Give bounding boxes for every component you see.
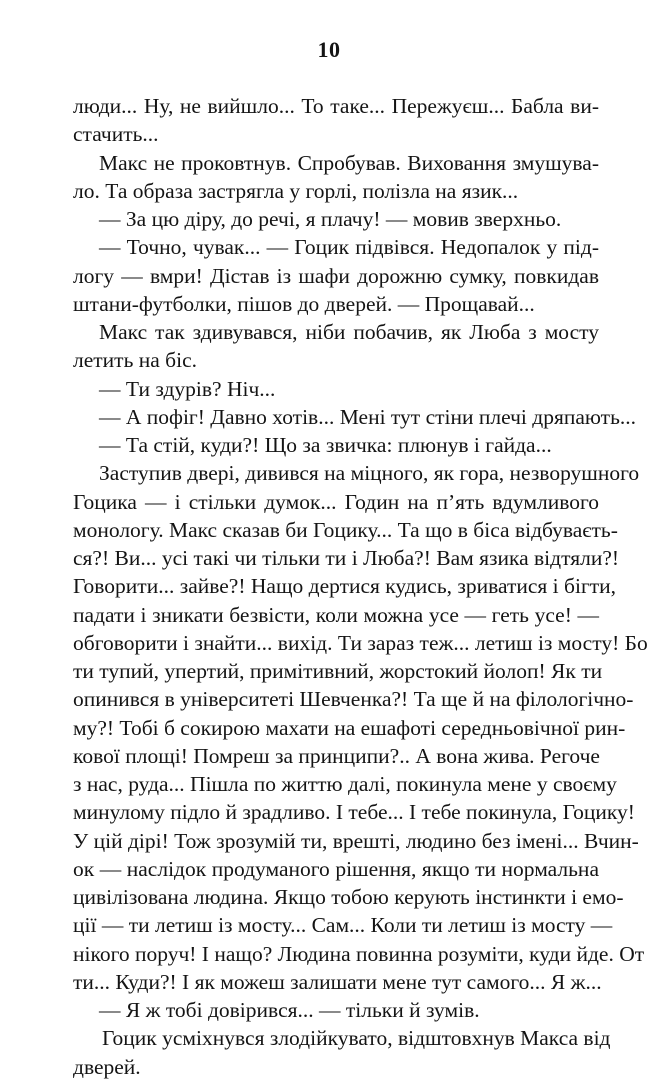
text-line: обговорити і знайти... вихід. Ти зараз теж... летиш із мосту! Бо bbox=[73, 630, 648, 655]
text-line: — За цю діру, до речі, я плачу! — мовив зверхньо. bbox=[99, 207, 562, 231]
text-line: ло. Та образа застрягла у горлі, полізла на язик... bbox=[73, 178, 519, 203]
text-line: ся?! Ви... усі такі чи тільки ти і Люба?! Вам язика відтяли?! bbox=[73, 546, 620, 570]
text-line: логу — вмри! Дістав із шафи дорожню сумку, повкидав bbox=[73, 263, 599, 288]
text-line: монологу. Макс сказав би Гоцику... Та що в біса відбуваєть- bbox=[73, 517, 618, 542]
text-line: штани-футболки, пішов до дверей. — Прощавай... bbox=[73, 291, 535, 316]
text-line: — Я ж тобі довірився... — тільки й зумів. bbox=[99, 998, 480, 1022]
text-line: стачить... bbox=[73, 122, 159, 147]
text-line: — Точно, чувак... — Гоцик підвівся. Недопалок у під- bbox=[99, 235, 599, 260]
text-line: Заступив двері, дивився на міцного, як гора, незворушного bbox=[99, 461, 640, 486]
text-line: дверей. bbox=[73, 1054, 141, 1079]
body-text bbox=[73, 92, 648, 1081]
text-line: Макс так здивувався, ніби побачив, як Люба з мосту bbox=[99, 320, 599, 344]
text-line: — Ти здурів? Ніч... bbox=[99, 376, 276, 401]
text-line: У цій дірі! Тож зрозумій ти, врешті, людино без імені... Вчин- bbox=[73, 828, 639, 853]
text-line: кової площі! Помреш за принципи?.. А вона жива. Регоче bbox=[73, 743, 600, 768]
text-line: з нас, руда... Пішла по життю далі, покинула мене у своєму bbox=[73, 772, 617, 796]
text-line: летить на біс. bbox=[73, 348, 198, 373]
text-line: Говорити... зайве?! Нащо дертися кудись, зриватися і бігти, bbox=[73, 574, 617, 599]
text-line: опинився в університеті Шевченка?! Та ще й на філологічно- bbox=[73, 687, 634, 712]
text-line: му?! Тобі б сокирою махати на ешафоті середньовічної рин- bbox=[73, 715, 626, 740]
text-line: люди... Ну, не вийшло... То таке... Пережуєш... Бабла ви- bbox=[73, 94, 599, 118]
page-number: 10 bbox=[317, 37, 341, 62]
text-line: падати і зникати безвісти, коли можна усе — геть усе! — bbox=[73, 602, 599, 627]
text-line: — А пофіг! Давно хотів... Мені тут стіни плечі дряпають... bbox=[99, 404, 636, 429]
text-line: ти тупий, упертий, примітивний, жорстокий йолоп! Як ти bbox=[73, 659, 603, 683]
text-line: цивілізована людина. Якщо тобою керують інстинкти і емо- bbox=[73, 885, 624, 909]
text-line: минулому підло й зрадливо. І тебе... І тебе покинула, Гоцику! bbox=[73, 800, 635, 825]
text-line: — Та стій, куди?! Що за звичка: плюнув і гайда... bbox=[99, 433, 552, 457]
text-line: Гоцика — і стільки думок... Годин на п’ять вдумливого bbox=[73, 489, 599, 514]
text-line: ції — ти летиш із мосту... Сам... Коли ти летиш із мосту — bbox=[73, 913, 613, 938]
text-line: Макс не проковтнув. Спробував. Виховання змушува- bbox=[99, 150, 599, 175]
text-line: ок — наслідок продуманого рішення, якщо ти нормальна bbox=[73, 856, 599, 881]
text-line: нікого поруч! І нащо? Людина повинна розуміти, куди йде. От bbox=[73, 941, 645, 966]
text-line: ти... Куди?! І як можеш залишати мене тут самого... Я ж... bbox=[73, 969, 602, 994]
text-line: Гоцик усміхнувся злодійкувато, відштовхнув Макса від bbox=[102, 1026, 611, 1051]
